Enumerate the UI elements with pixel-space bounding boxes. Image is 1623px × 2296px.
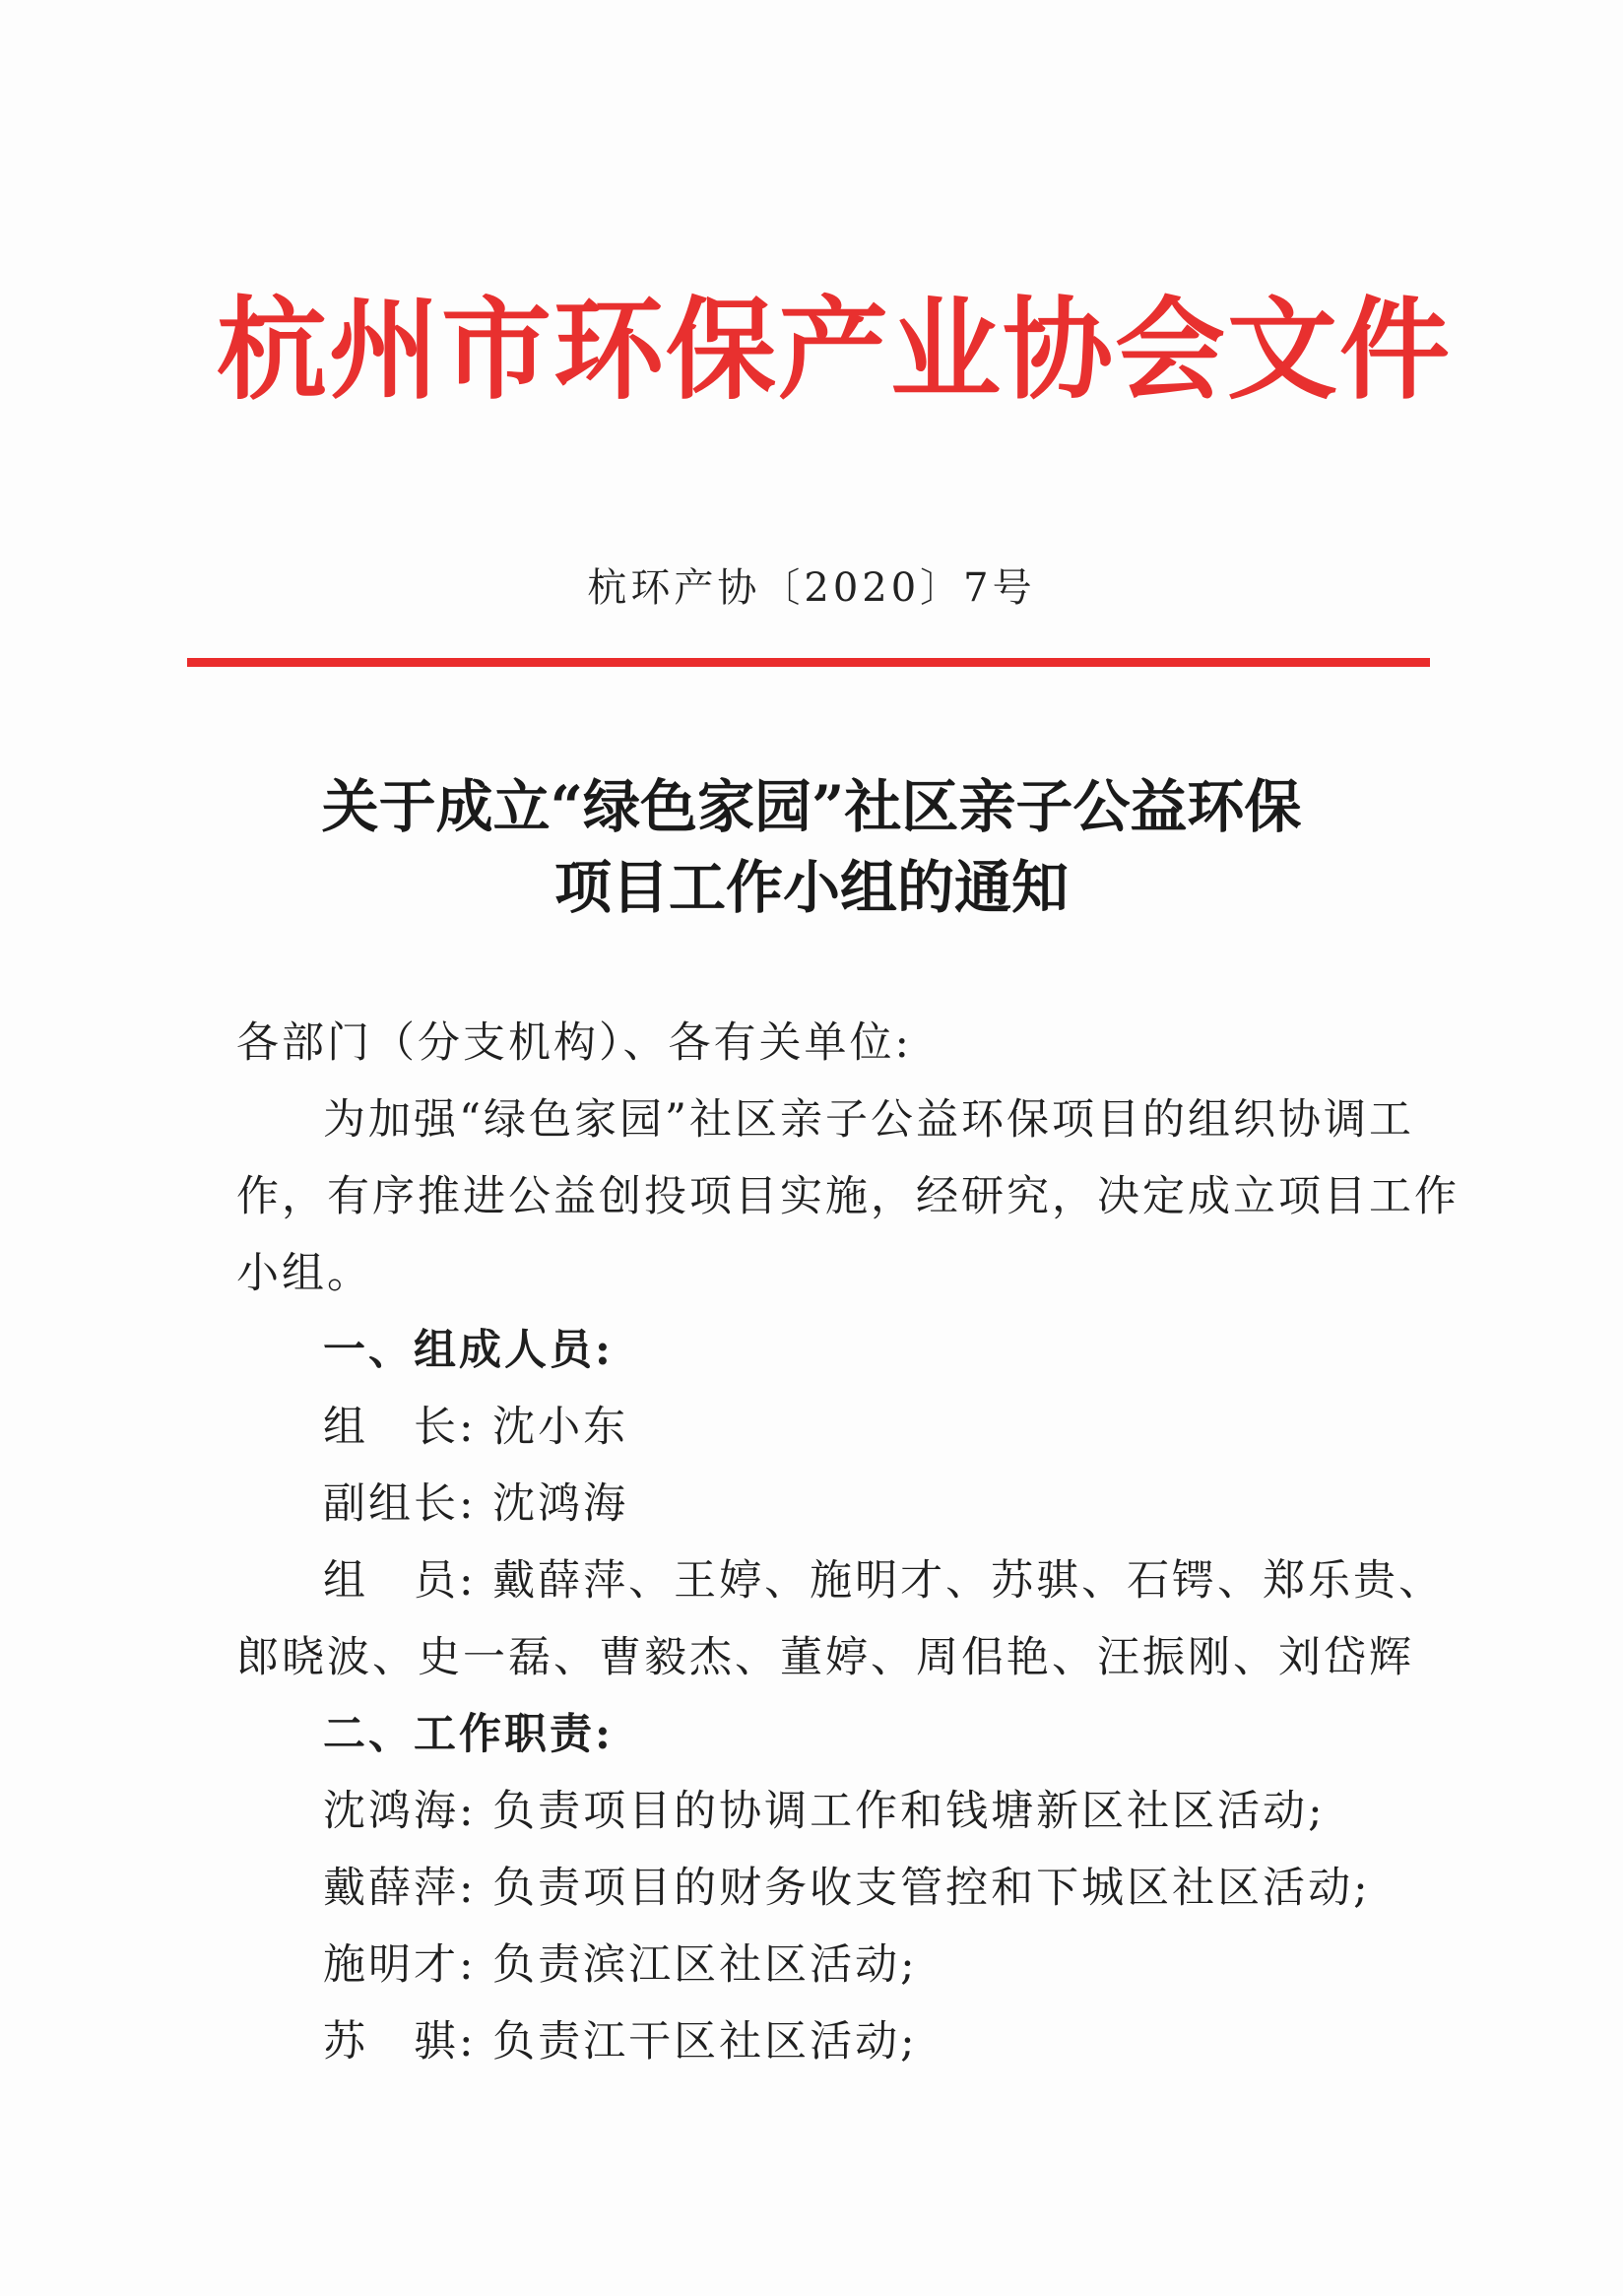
members-line-2: 郎晓波、史一磊、曹毅杰、董婷、周佀艳、汪振刚、刘岱辉 [236,1633,1414,1682]
leader-name: 沈小东 [492,1403,629,1452]
paragraph-1-line-2: 作，有序推进公益创投项目实施，经研究，决定成立项目工作 [236,1172,1460,1221]
duty-row [323,1927,918,2003]
paragraph-1-line-3: 小组。 [236,1249,372,1298]
notice-body [236,0,1460,2296]
members-line-1: 戴薛萍、王婷、施明才、苏骐、石锷、郑乐贵、 [492,1556,1445,1606]
paragraph-1-line-1: 为加强“绿色家园”社区亲子公益环保项目的组织协调工 [323,1095,1414,1145]
duty-person: 沈鸿海: [323,1787,477,1836]
salutation: 各部门（分支机构）、各有关单位: [236,1018,912,1068]
duty-person: 戴薛萍: [323,1864,477,1913]
leader-role-char-1: 组 [323,1403,368,1452]
section-2-heading: 二、工作职责: [323,1710,614,1759]
duty-row [323,1850,1371,1927]
deputy-name: 沈鸿海 [492,1479,629,1529]
duty-person-char-2: 骐: [414,2017,477,2066]
section-1-heading: 一、组成人员: [323,1326,614,1375]
duty-person-char-1: 苏 [323,2017,368,2066]
org-header-title: 杭州市环保产业协会文件 [217,286,1452,415]
duty-text: 负责项目的财务收支管控和下城区社区活动; [492,1864,1371,1913]
duty-text: 负责江干区社区活动; [492,2017,918,2066]
duty-person: 施明才: [323,1940,477,1990]
deputy-leader-row [323,1466,628,1542]
duty-row [323,1773,1326,1850]
notice-title-line-2: 项目工作小组的通知 [553,854,1069,921]
duty-text: 负责项目的协调工作和钱塘新区社区活动; [492,1787,1326,1836]
duty-text: 负责滨江区社区活动; [492,1940,918,1990]
members-role-char-1: 组 [323,1556,368,1606]
duty-row [323,2003,918,2080]
deputy-role: 副组长: [323,1479,477,1529]
members-row [323,1542,1444,1619]
leader-row [323,1389,628,1466]
leader-role-char-2: 长: [414,1403,477,1452]
members-role-char-2: 员: [414,1556,477,1606]
document-number: 杭环产协〔2020〕7号 [587,565,1036,611]
notice-title-line-1: 关于成立“绿色家园”社区亲子公益环保 [321,773,1302,840]
